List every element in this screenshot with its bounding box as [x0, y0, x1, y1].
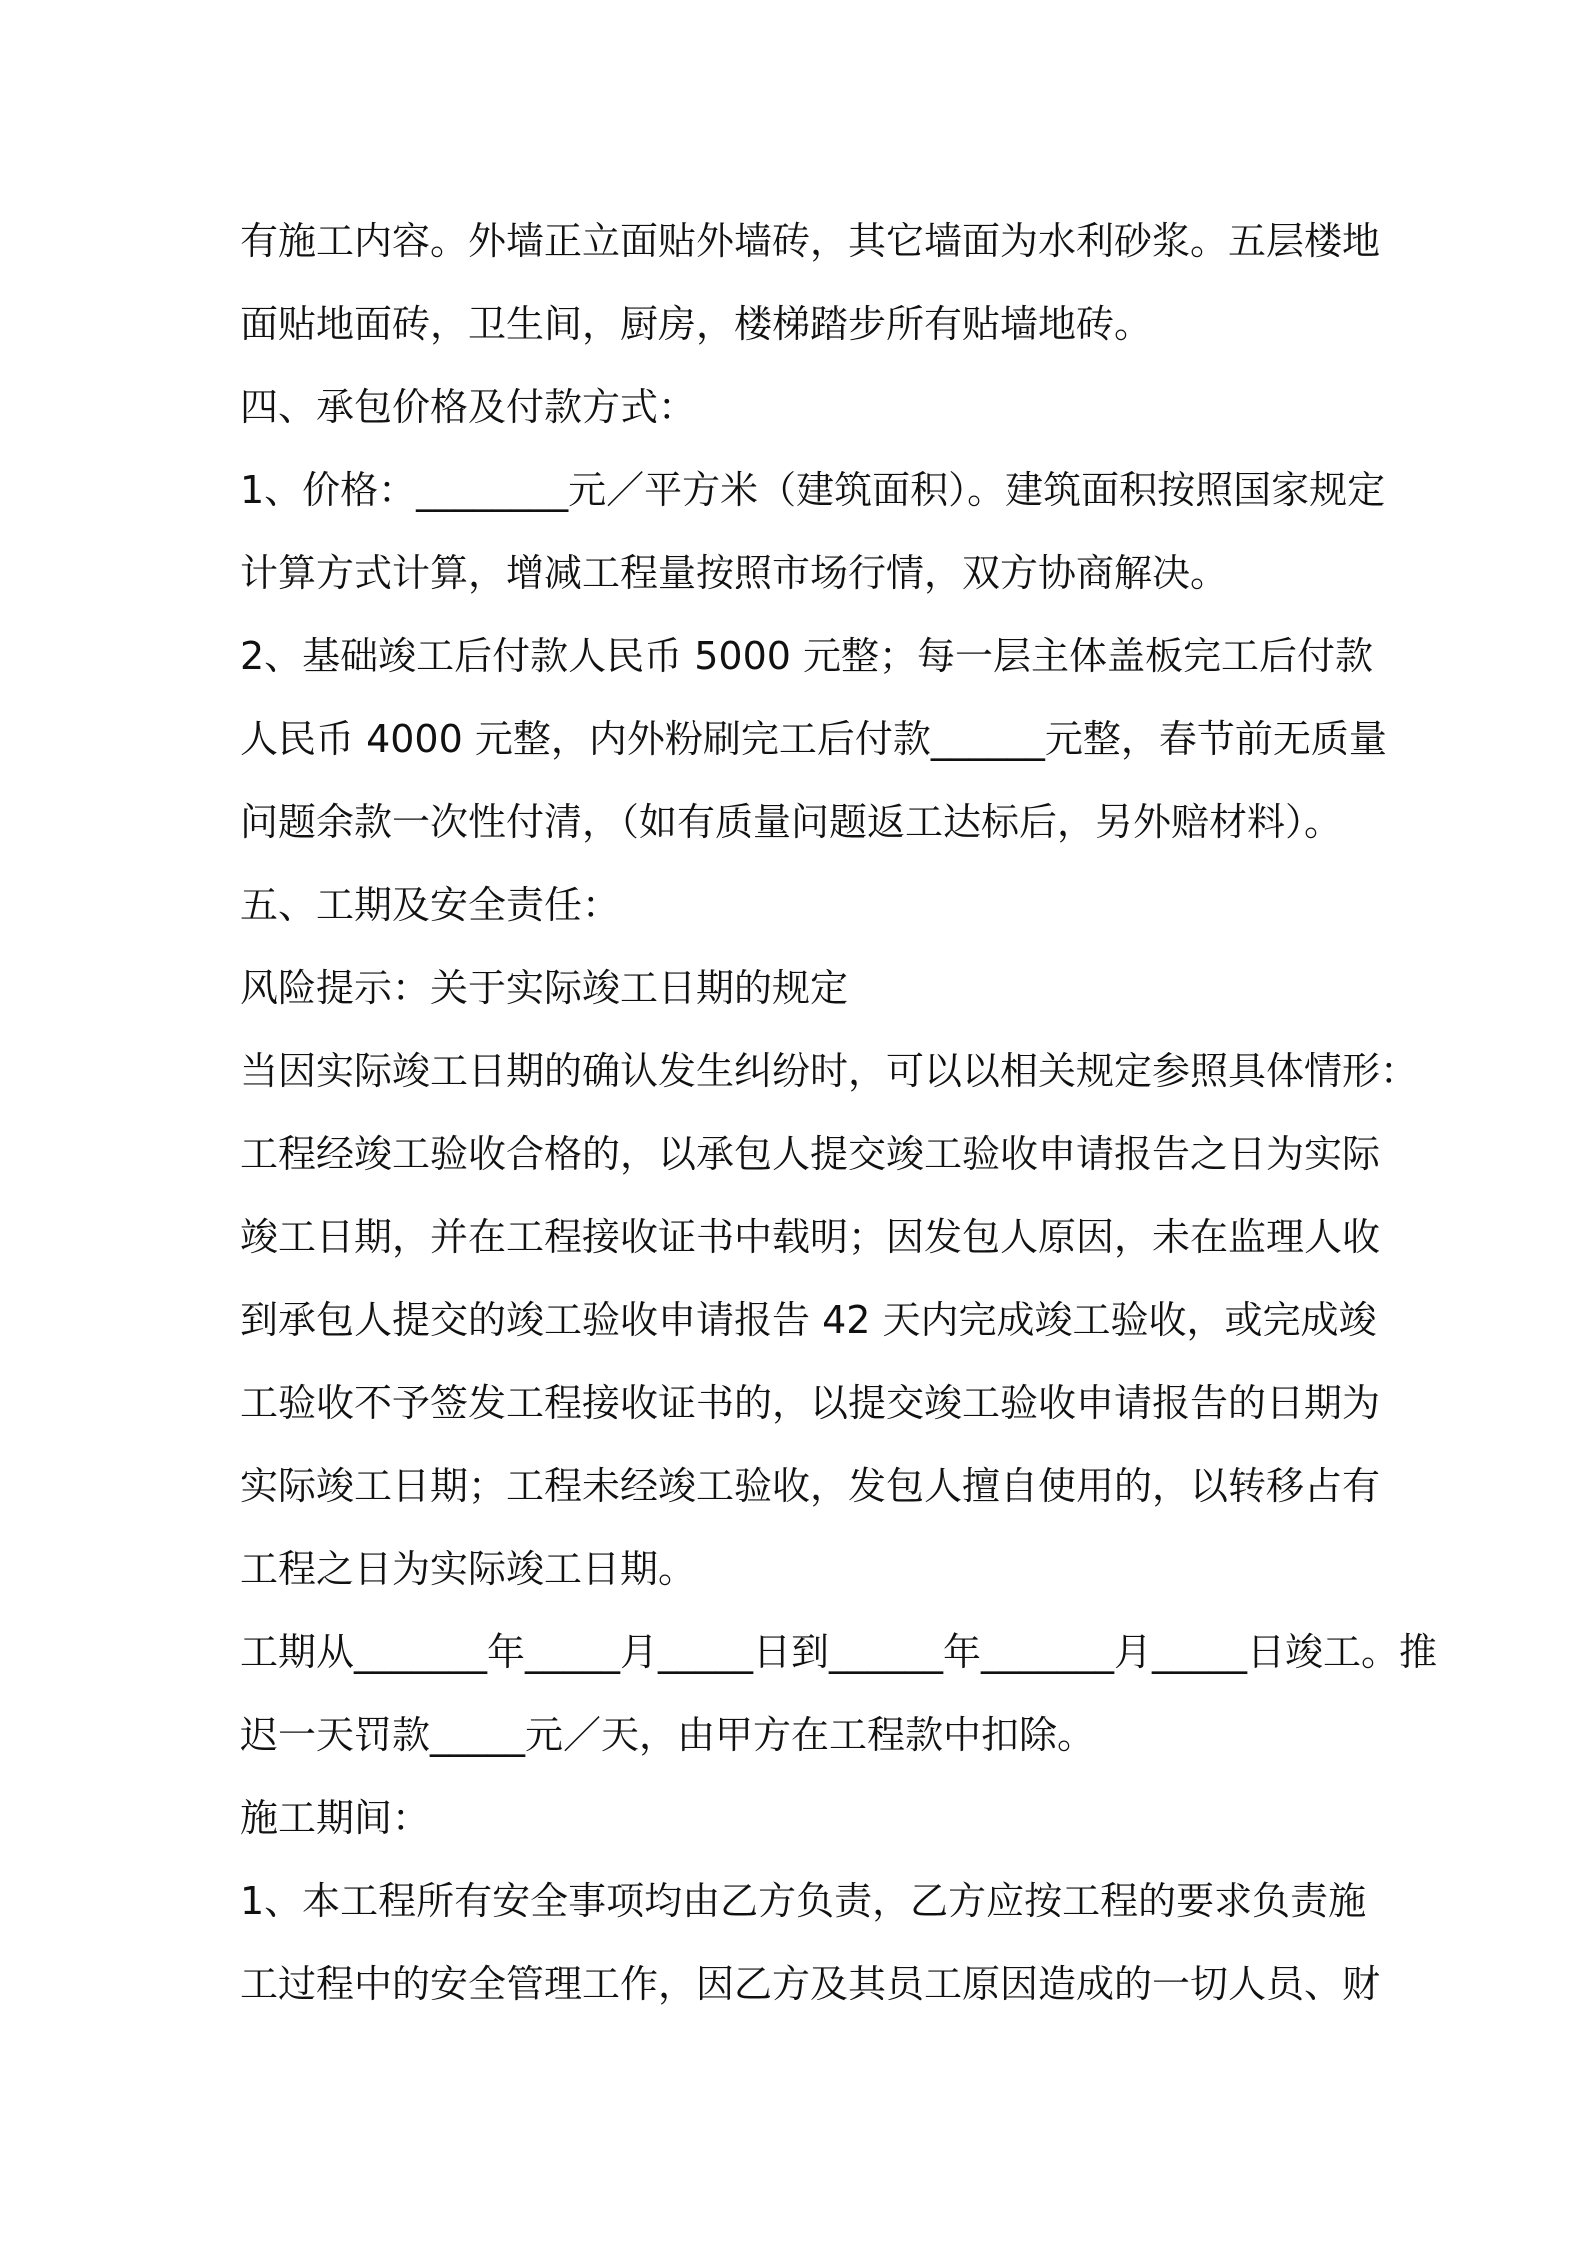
- text-line: 1、本工程所有安全事项均由乙方负责，乙方应按工程的要求负责施: [240, 1879, 1367, 1923]
- text-line: 工期从_______年_____月_____日到______年_______月_____日竣工。推: [240, 1630, 1438, 1674]
- text-line: 工过程中的安全管理工作，因乙方及其员工原因造成的一切人员、财: [240, 1962, 1381, 2006]
- text-line: 人民币 4000 元整，内外粉刷完工后付款______元整，春节前无质量: [240, 717, 1387, 761]
- text-line: 有施工内容。外墙正立面贴外墙砖，其它墙面为水利砂浆。五层楼地: [240, 219, 1381, 263]
- text-line: 问题余款一次性付清，（如有质量问题返工达标后，另外赔材料）。: [240, 800, 1343, 844]
- text-line: 到承包人提交的竣工验收申请报告 42 天内完成竣工验收，或完成竣: [240, 1298, 1377, 1342]
- text-line: 工程之日为实际竣工日期。: [240, 1547, 697, 1591]
- text-line: 迟一天罚款_____元／天，由甲方在工程款中扣除。: [240, 1713, 1096, 1757]
- text-line: 竣工日期，并在工程接收证书中载明；因发包人原因，未在监理人收: [240, 1215, 1381, 1259]
- text-line: 工程经竣工验收合格的，以承包人提交竣工验收申请报告之日为实际: [240, 1132, 1381, 1176]
- text-line: 计算方式计算，增减工程量按照市场行情，双方协商解决。: [240, 551, 1229, 595]
- section-heading: 五、工期及安全责任：: [240, 883, 621, 927]
- risk-note-title: 风险提示：关于实际竣工日期的规定: [240, 966, 849, 1010]
- text-line: 2、基础竣工后付款人民币 5000 元整；每一层主体盖板完工后付款: [240, 634, 1374, 678]
- text-line: 工验收不予签发工程接收证书的，以提交竣工验收申请报告的日期为: [240, 1381, 1381, 1425]
- document-body: [240, 200, 1438, 2026]
- section-heading: 四、承包价格及付款方式：: [240, 385, 697, 429]
- text-line: 1、价格：________元／平方米（建筑面积）。建筑面积按照国家规定: [240, 468, 1386, 512]
- text-line: 实际竣工日期；工程未经竣工验收，发包人擅自使用的，以转移占有: [240, 1464, 1381, 1508]
- text-line: 当因实际竣工日期的确认发生纠纷时，可以以相关规定参照具体情形：: [240, 1049, 1419, 1093]
- subsection-heading: 施工期间：: [240, 1796, 431, 1840]
- text-line: 面贴地面砖，卫生间，厨房，楼梯踏步所有贴墙地砖。: [240, 302, 1153, 346]
